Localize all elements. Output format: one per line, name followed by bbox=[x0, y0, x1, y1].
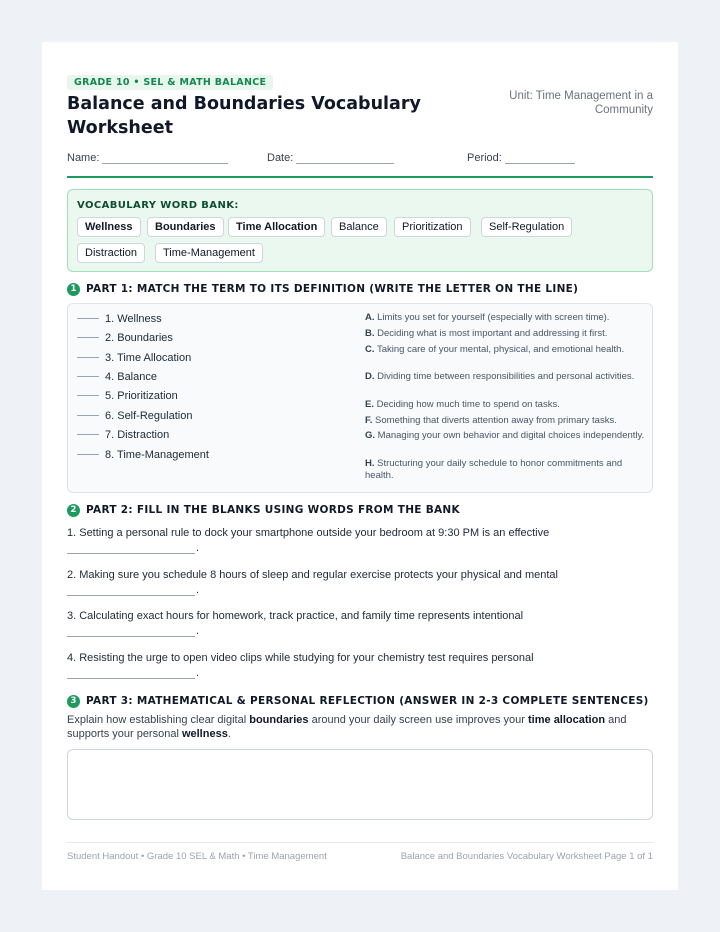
part1-number-badge: 1 bbox=[67, 283, 80, 296]
name-label: Name: bbox=[67, 152, 100, 164]
definition-item bbox=[365, 328, 647, 340]
word-bank bbox=[67, 189, 653, 272]
word-chip: Balance bbox=[331, 217, 387, 237]
fill-blank-question bbox=[67, 652, 653, 679]
term-item[interactable] bbox=[77, 449, 209, 461]
period-line[interactable] bbox=[505, 154, 575, 164]
term-item[interactable] bbox=[77, 352, 191, 364]
answer-line[interactable] bbox=[77, 357, 99, 358]
definition-letter: H. bbox=[365, 458, 375, 469]
part3-number-badge: 3 bbox=[67, 695, 80, 708]
term-item[interactable] bbox=[77, 313, 162, 325]
answer-line[interactable] bbox=[77, 454, 99, 455]
word-chip: Time Allocation bbox=[228, 217, 325, 237]
fill-blank-question bbox=[67, 610, 653, 637]
definition-letter: A. bbox=[365, 312, 375, 323]
definition-item bbox=[365, 344, 647, 356]
answer-line[interactable] bbox=[77, 395, 99, 396]
definition-letter: B. bbox=[365, 328, 375, 339]
fill-blank-question bbox=[67, 569, 653, 596]
definition-letter: F. bbox=[365, 415, 373, 426]
question-text: 2. Making sure you schedule 8 hours of sleep and regular exercise protects your physical and mental bbox=[67, 569, 558, 581]
part2-heading bbox=[67, 504, 460, 517]
page-title: Balance and Boundaries Vocabulary Worksheet bbox=[67, 94, 421, 138]
term-label: 1. Wellness bbox=[105, 313, 162, 325]
definition-item bbox=[365, 458, 647, 481]
part3-heading bbox=[67, 695, 649, 708]
term-label: 7. Distraction bbox=[105, 429, 170, 441]
definition-letter: E. bbox=[365, 399, 374, 410]
answer-line[interactable] bbox=[67, 670, 195, 679]
answer-line[interactable] bbox=[77, 337, 99, 338]
student-info-fields bbox=[67, 152, 653, 166]
part2-heading-text: PART 2: FILL IN THE BLANKS USING WORDS FROM THE BANK bbox=[86, 504, 460, 516]
answer-line[interactable] bbox=[77, 318, 99, 319]
fill-blank-question bbox=[67, 527, 653, 554]
prompt-emphasis: wellness bbox=[181, 728, 228, 740]
term-item[interactable] bbox=[77, 390, 178, 402]
word-chip: Prioritization bbox=[394, 217, 471, 237]
definition-text: Dividing time between responsibilities and personal activities. bbox=[377, 371, 635, 382]
worksheet-page bbox=[42, 42, 678, 890]
part3-heading-text: PART 3: MATHEMATICAL & PERSONAL REFLECTION (ANSWER IN 2-3 COMPLETE SENTENCES) bbox=[86, 695, 649, 707]
definition-text: Deciding what is most important and addressing it first. bbox=[377, 328, 608, 339]
definition-letter: G. bbox=[365, 430, 376, 441]
definition-text: Managing your own behavior and digital choices independently. bbox=[377, 430, 645, 441]
prompt-text: around your daily screen use improves your bbox=[308, 714, 529, 726]
prompt-text: . bbox=[227, 728, 231, 740]
word-chip: Self-Regulation bbox=[481, 217, 572, 237]
period-label: Period: bbox=[467, 152, 502, 164]
question-text: 4. Resisting the urge to open video clips while studying for your chemistry test requires personal bbox=[67, 652, 534, 664]
worksheet-content bbox=[67, 72, 653, 862]
definition-text: Taking care of your mental, physical, and emotional health. bbox=[376, 344, 625, 355]
period-field[interactable] bbox=[467, 152, 575, 164]
term-label: 5. Prioritization bbox=[105, 390, 178, 402]
question-text: 1. Setting a personal rule to dock your smartphone outside your bedroom at 9:30 PM is an effective bbox=[67, 527, 550, 539]
footer-divider bbox=[67, 842, 653, 843]
footer-right: Balance and Boundaries Vocabulary Worksheet Page 1 of 1 bbox=[400, 851, 653, 862]
reflection-prompt bbox=[67, 713, 653, 741]
definition-item bbox=[365, 430, 647, 442]
term-label: 3. Time Allocation bbox=[105, 352, 192, 364]
answer-line[interactable] bbox=[67, 545, 195, 554]
date-line[interactable] bbox=[296, 154, 394, 164]
part1-heading bbox=[67, 283, 578, 296]
grade-tag: GRADE 10 • SEL & MATH BALANCE bbox=[67, 75, 273, 90]
word-chip: Wellness bbox=[77, 217, 141, 237]
prompt-text: Explain how establishing clear digital bbox=[67, 714, 250, 726]
definition-item bbox=[365, 312, 647, 324]
answer-line[interactable] bbox=[67, 587, 195, 596]
term-item[interactable] bbox=[77, 371, 157, 383]
term-label: 8. Time-Management bbox=[105, 449, 209, 461]
term-label: 6. Self-Regulation bbox=[105, 410, 193, 422]
term-label: 4. Balance bbox=[105, 371, 157, 383]
part1-heading-text: PART 1: MATCH THE TERM TO ITS DEFINITION (WRITE THE LETTER ON THE LINE) bbox=[86, 283, 579, 295]
definition-text: Limits you set for yourself (especially with screen time). bbox=[377, 312, 610, 323]
prompt-emphasis: time allocation bbox=[528, 714, 606, 726]
matching-box bbox=[67, 303, 653, 493]
header-divider bbox=[67, 176, 653, 178]
question-text: 3. Calculating exact hours for homework, track practice, and family time represents intentional bbox=[67, 610, 524, 622]
definition-letter: C. bbox=[365, 344, 375, 355]
part2-number-badge: 2 bbox=[67, 504, 80, 517]
definition-text: Structuring your daily schedule to honor commitments and health. bbox=[365, 458, 623, 481]
date-field[interactable] bbox=[267, 152, 394, 164]
definition-text: Deciding how much time to spend on tasks. bbox=[376, 399, 560, 410]
answer-line[interactable] bbox=[67, 628, 195, 637]
word-chip: Boundaries bbox=[147, 217, 224, 237]
term-item[interactable] bbox=[77, 429, 169, 441]
definition-text: Something that diverts attention away from primary tasks. bbox=[375, 415, 617, 426]
answer-line[interactable] bbox=[77, 434, 99, 435]
word-chip: Distraction bbox=[77, 243, 145, 263]
term-item[interactable] bbox=[77, 410, 192, 422]
definition-item bbox=[365, 415, 647, 427]
reflection-answer-box[interactable] bbox=[67, 749, 653, 820]
definition-item bbox=[365, 399, 647, 411]
definition-item bbox=[365, 371, 647, 383]
answer-line[interactable] bbox=[77, 376, 99, 377]
prompt-emphasis: boundaries bbox=[249, 714, 309, 726]
prompt-text: and supports your personal bbox=[67, 714, 627, 740]
definition-letter: D. bbox=[365, 371, 375, 382]
answer-line[interactable] bbox=[77, 415, 99, 416]
word-bank-title: VOCABULARY WORD BANK: bbox=[77, 200, 239, 211]
name-field[interactable] bbox=[67, 152, 228, 164]
word-chip: Time-Management bbox=[155, 243, 263, 263]
term-label: 2. Boundaries bbox=[105, 332, 173, 344]
footer-left: Student Handout • Grade 10 SEL & Math • Time Management bbox=[67, 851, 327, 862]
term-item[interactable] bbox=[77, 332, 173, 344]
name-line[interactable] bbox=[102, 154, 228, 164]
unit-label: Unit: Time Management in a Community bbox=[509, 90, 653, 116]
date-label: Date: bbox=[267, 152, 294, 164]
